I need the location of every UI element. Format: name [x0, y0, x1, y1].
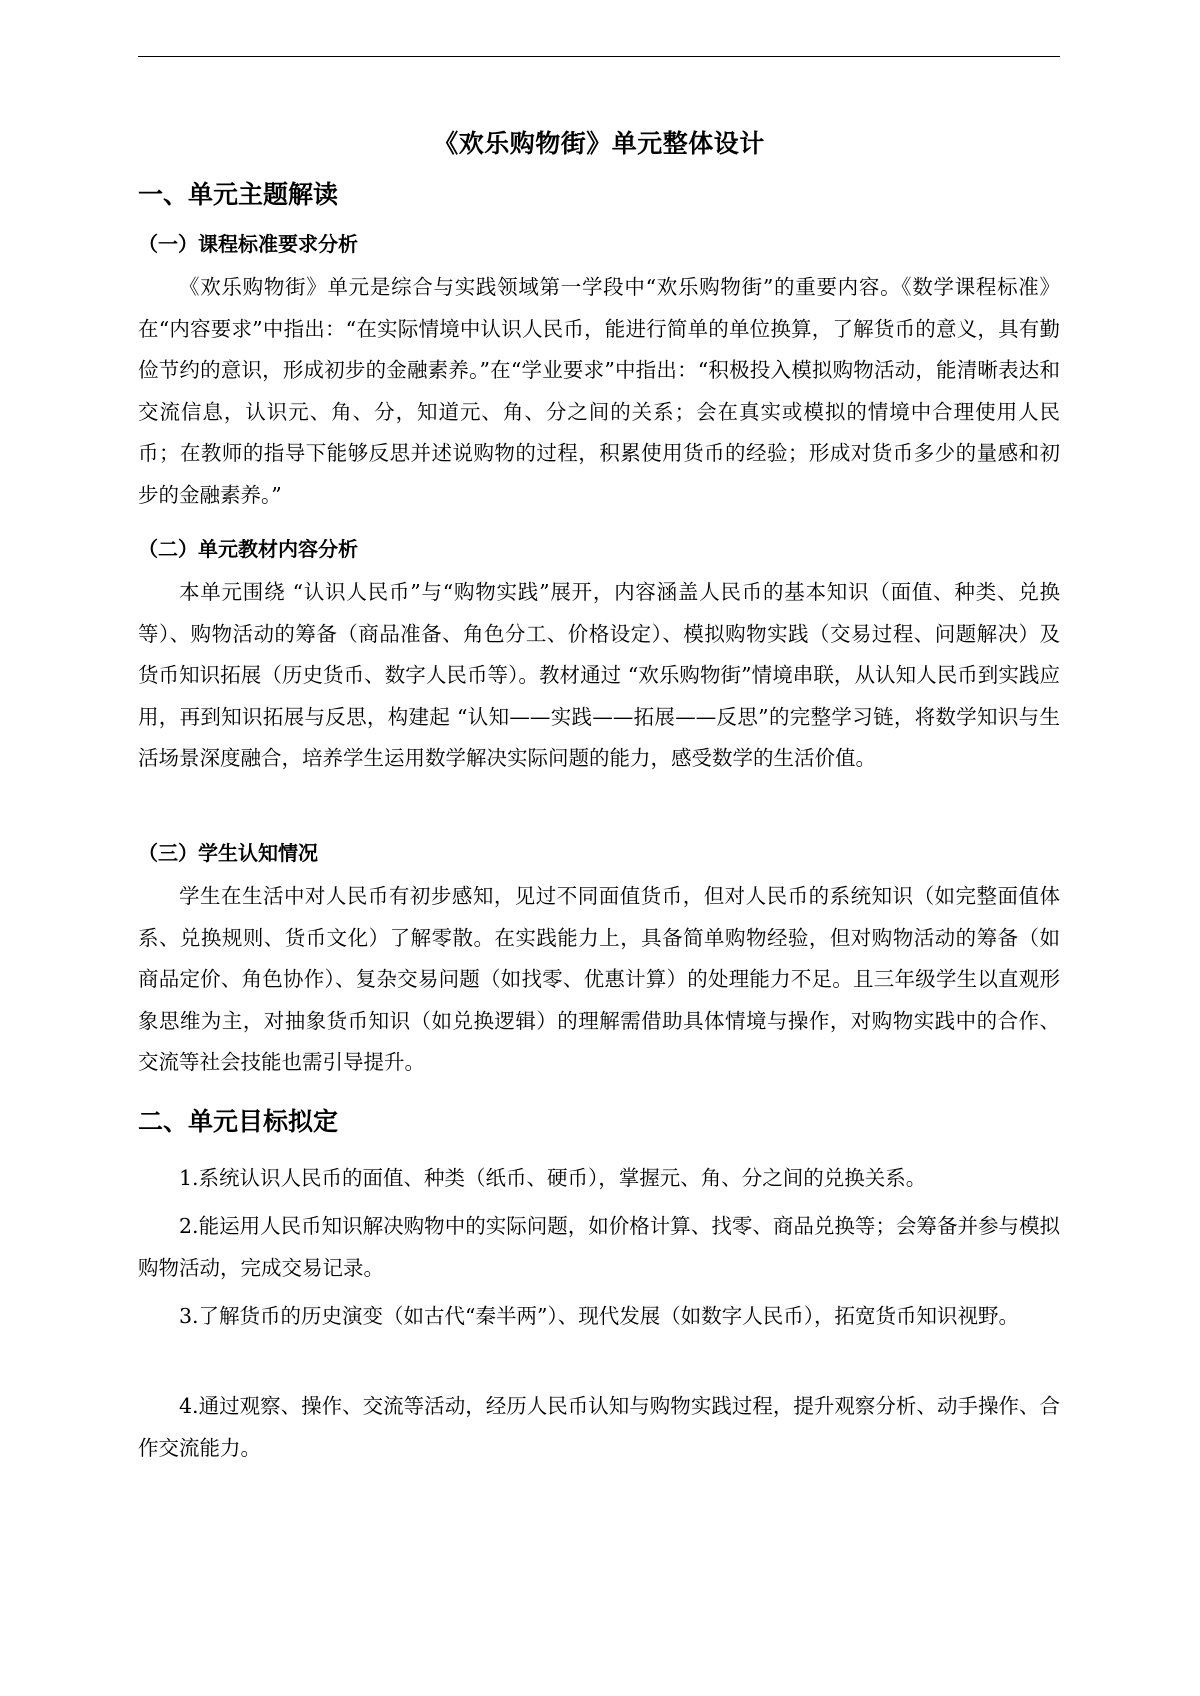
subsection-3-paragraph: 学生在生活中对人民币有初步感知，见过不同面值货币，但对人民币的系统知识（如完整面值体系、兑换规则、货币文化）了解零散。在实践能力上，具备简单购物经验，但对购物活动的筹备（如商品定价、角色协作）、复杂交易问题（如找零、优惠计算）的处理能力不足。且三年级学生以直观形象思维为主，对抽象货币知识（如兑换逻辑）的理解需借助具体情境与操作，对购物实践中的合作、交流等社会技能也需引导提升。 [138, 884, 1060, 1074]
section-1-heading: 一、单元主题解读 [138, 180, 339, 209]
goal-item-2: 2.能运用人民币知识解决购物中的实际问题，如价格计算、找零、商品兑换等；会筹备并参与模拟购物活动，完成交易记录。 [138, 1214, 1060, 1280]
subsection-3-heading: （三）学生认知情况 [138, 841, 318, 865]
subsection-2-heading: （二）单元教材内容分析 [138, 537, 358, 561]
subsection-1-heading: （一）课程标准要求分析 [138, 232, 358, 256]
subsection-2-paragraph: 本单元围绕 “认识人民币”与“购物实践”展开，内容涵盖人民币的基本知识（面值、种类、兑换等）、购物活动的筹备（商品准备、角色分工、价格设定）、模拟购物实践（交易过程、问题解决）及货币知识拓展（历史货币、数字人民币等）。教材通过 “欢乐购物街”情境串联，从认知人民币到实践应用，再到知识拓展与反思，构建起 “认知——实践——拓展——反思”的完整学习链，将数学知识与生活场景深度融合，培养学生运用数学解决实际问题的能力，感受数学的生活价值。 [138, 580, 1060, 770]
goal-item-4: 4.通过观察、操作、交流等活动，经历人民币认知与购物实践过程，提升观察分析、动手操作、合作交流能力。 [138, 1394, 1060, 1460]
header-rule [138, 56, 1060, 57]
goal-item-3: 3.了解货币的历史演变（如古代“秦半两”）、现代发展（如数字人民币），拓宽货币知识视野。 [179, 1304, 1020, 1328]
subsection-1-paragraph: 《欢乐购物街》单元是综合与实践领域第一学段中“欢乐购物街”的重要内容。《数学课程标准》在“内容要求”中指出：“在实际情境中认识人民币，能进行简单的单位换算，了解货币的意义，具有勤俭节约的意识，形成初步的金融素养。”在“学业要求”中指出：“积极投入模拟购物活动，能清晰表达和交流信息，认识元、角、分，知道元、角、分之间的关系；会在真实或模拟的情境中合理使用人民币；在教师的指导下能够反思并述说购物的过程，积累使用货币的经验；形成对货币多少的量感和初步的金融素养。” [138, 275, 1060, 507]
goal-item-1: 1.系统认识人民币的面值、种类（纸币、硬币），掌握元、角、分之间的兑换关系。 [179, 1166, 927, 1190]
document-title: 《欢乐购物街》单元整体设计 [433, 129, 765, 158]
section-2-heading: 二、单元目标拟定 [138, 1107, 339, 1136]
